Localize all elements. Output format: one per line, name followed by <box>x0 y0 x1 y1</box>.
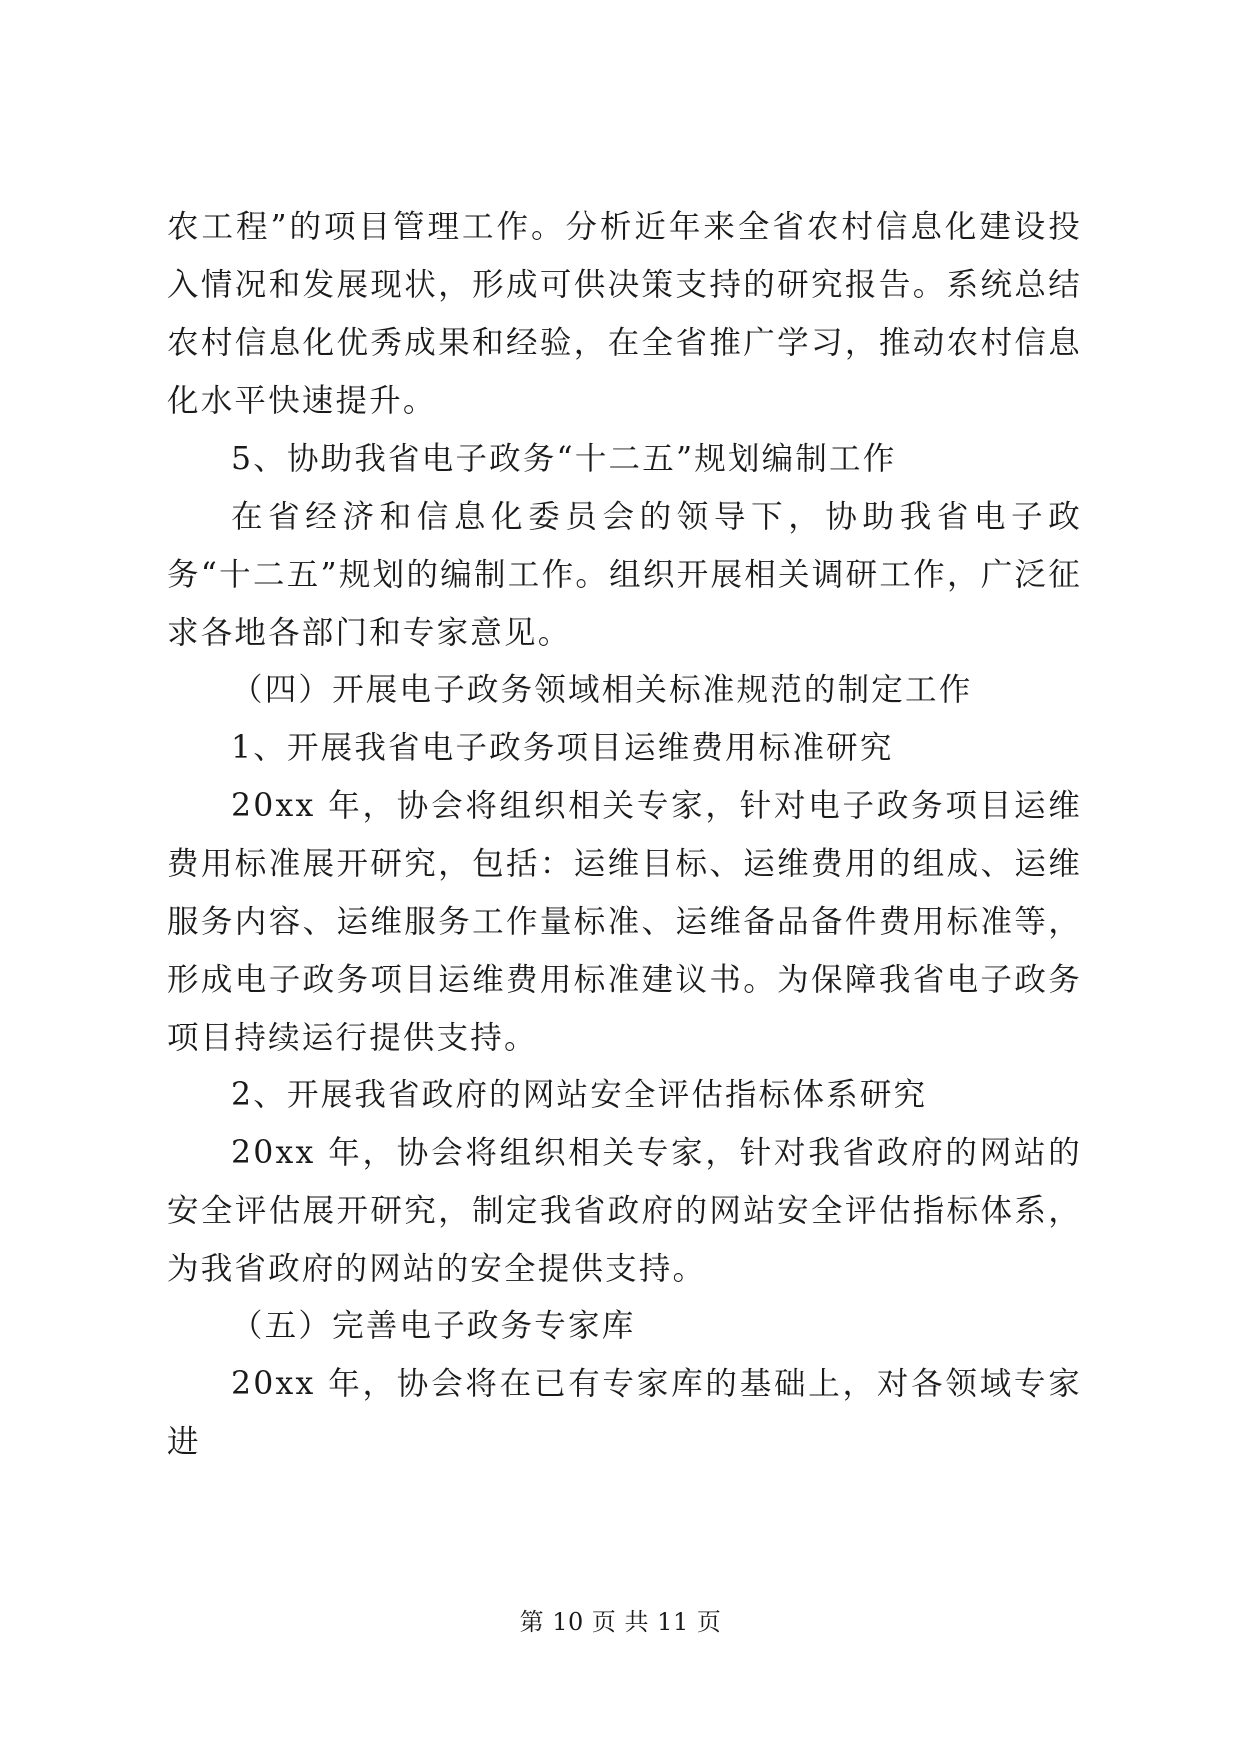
paragraph-1-body: 20xx 年，协会将组织相关专家，针对电子政务项目运维费用标准展开研究，包括：运维目标、运维费用的组成、运维服务内容、运维服务工作量标准、运维备品备件费用标准等，形成电子政务项目运维费用标准建议书。为保障我省电子政务项目持续运行提供支持。 <box>167 788 1082 1056</box>
subheading-1: 1、开展我省电子政务项目运维费用标准研究 <box>231 730 894 766</box>
paragraph-5-body: 在省经济和信息化委员会的领导下，协助我省电子政务“十二五”规划的编制工作。组织开展相关调研工作，广泛征求各地各部门和专家意见。 <box>167 499 1082 651</box>
paragraph-2-body: 20xx 年，协会将组织相关专家，针对我省政府的网站的安全评估展开研究，制定我省政府的网站安全评估指标体系，为我省政府的网站的安全提供支持。 <box>167 1135 1082 1287</box>
page-number-footer: 第 10 页 共 11 页 <box>519 1608 722 1636</box>
section-heading-4: （四）开展电子政务领域相关标准规范的制定工作 <box>231 672 973 708</box>
section-heading-5: （五）完善电子政务专家库 <box>231 1308 636 1344</box>
subheading-2: 2、开展我省政府的网站安全评估指标体系研究 <box>231 1077 928 1113</box>
paragraph-5-section-body: 20xx 年，协会将在已有专家库的基础上，对各领域专家进 <box>167 1366 1082 1460</box>
subheading-5: 5、协助我省电子政务“十二五”规划编制工作 <box>231 441 897 477</box>
paragraph-continuation: 农工程”的项目管理工作。分析近年来全省农村信息化建设投入情况和发展现状，形成可供决策支持的研究报告。系统总结农村信息化优秀成果和经验，在全省推广学习，推动农村信息化水平快速提升。 <box>167 209 1082 419</box>
